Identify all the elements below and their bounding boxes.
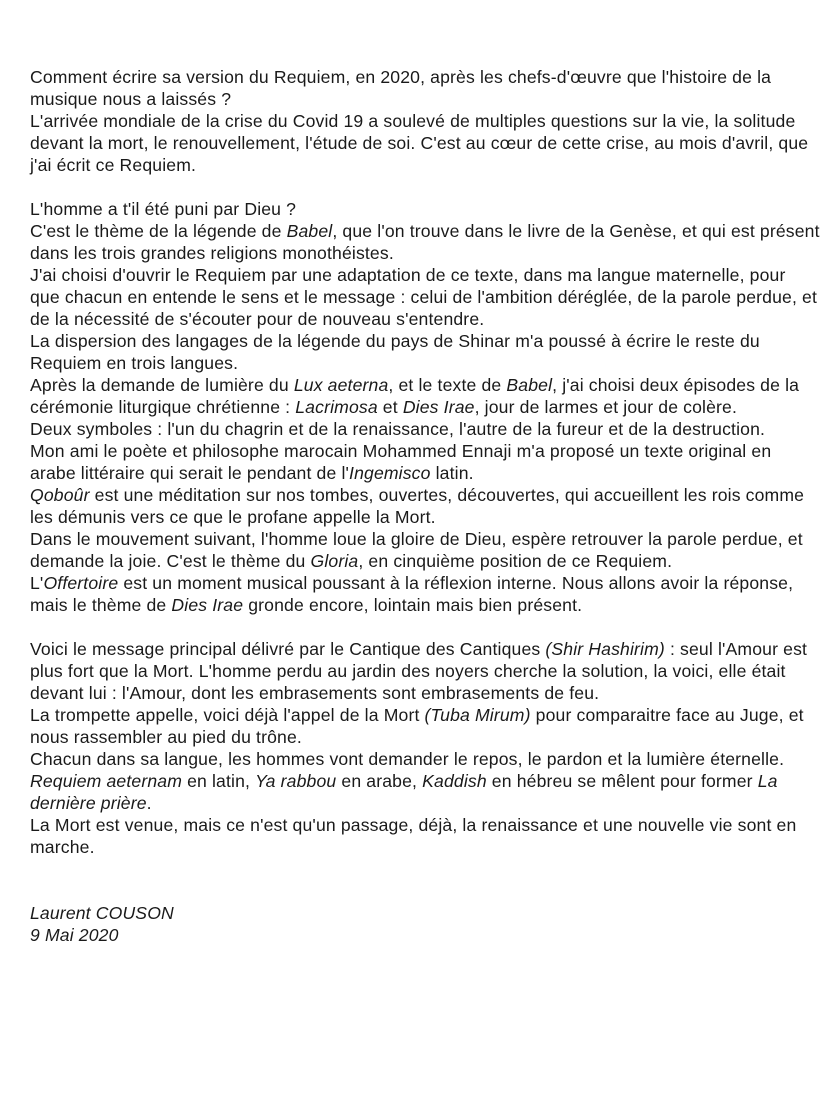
text-run: , que l'on trouve dans le livre de la Genèse, et qui est présent dans les trois grandes religions monothéistes.: [30, 221, 820, 263]
paragraph-gloria: [30, 528, 820, 572]
italic-title-dies-irae: Dies Irae: [171, 595, 244, 615]
text-run: latin.: [430, 463, 474, 483]
text-run: : seul l'Amour est plus fort que la Mort. L'homme perdu au jardin des noyers cherche la solution, la voici, elle était devant lui : l'Amour, dont les embrasements sont embrasements de feu.: [30, 639, 808, 703]
italic-title-kaddish: Kaddish: [422, 771, 487, 791]
text-run: .: [146, 793, 152, 813]
text-run: , en cinquième position de ce Requiem.: [358, 551, 673, 571]
letter-body: [30, 66, 820, 946]
paragraph-last-prayer: [30, 770, 820, 814]
paragraph-three-languages: La dispersion des langages de la légende du pays de Shinar m'a poussé à écrire le reste du Requiem en trois langues.: [30, 331, 760, 373]
italic-title-derniere-priere: La dernière prière: [30, 771, 778, 813]
paragraph-repose-pardon: Chacun dans sa langue, les hommes vont demander le repos, le pardon et la lumière éternelle.: [30, 749, 785, 769]
text-run: Dans le mouvement suivant, l'homme loue la gloire de Dieu, espère retrouver la parole perdue, et demande la joie. C'est le thème du: [30, 529, 803, 571]
text-run: Voici le message principal délivré par le Cantique des Cantiques: [30, 639, 546, 659]
text-run: et: [377, 397, 403, 417]
signature-spacer: [30, 858, 820, 902]
italic-title-gloria: Gloria: [310, 551, 359, 571]
text-run: en arabe,: [336, 771, 423, 791]
signature-date: 9 Mai 2020: [30, 925, 119, 945]
text-run: , jour de larmes et jour de colère.: [474, 397, 738, 417]
paragraph-qoboour: [30, 484, 820, 528]
italic-title-dies-irae: Dies Irae: [402, 397, 475, 417]
paragraph-babel-theme: [30, 220, 820, 264]
italic-title-babel: Babel: [506, 375, 553, 395]
paragraph-liturgy-episodes: [30, 374, 820, 418]
paragraph-punishment-question: L'homme a t'il été puni par Dieu ?: [30, 199, 297, 219]
paragraph-shir-hashirim: [30, 638, 820, 704]
text-run: en hébreu se mêlent pour former: [486, 771, 758, 791]
italic-title-tuba-mirum: (Tuba Mirum): [424, 705, 531, 725]
italic-title-lux-aeterna: Lux aeterna: [293, 375, 389, 395]
paragraph-intro-question: Comment écrire sa version du Requiem, en 2020, après les chefs-d'œuvre que l'histoire de la musique nous a laissés ?: [30, 67, 772, 109]
paragraph-offertoire: [30, 572, 820, 616]
italic-title-requiem-aeternam: Requiem aeternam: [30, 771, 183, 791]
italic-title-babel: Babel: [286, 221, 333, 241]
paragraph-spacer: [30, 176, 820, 198]
italic-title-ingemisco: Ingemisco: [349, 463, 431, 483]
paragraph-tuba-mirum: [30, 704, 820, 748]
text-run: L': [30, 573, 44, 593]
text-run: La trompette appelle, voici déjà l'appel de la Mort: [30, 705, 425, 725]
italic-title-qoboour: Qoboûr: [30, 485, 90, 505]
text-run: , et le texte de: [388, 375, 507, 395]
text-run: C'est le thème de la légende de: [30, 221, 287, 241]
text-run: est un moment musical poussant à la réflexion interne. Nous allons avoir la réponse, mais le thème de: [30, 573, 794, 615]
paragraph-renaissance: La Mort est venue, mais ce n'est qu'un passage, déjà, la renaissance et une nouvelle vie sont en marche.: [30, 815, 797, 857]
text-run: en latin,: [182, 771, 256, 791]
text-run: Après la demande de lumière du: [30, 375, 294, 395]
italic-title-shir-hashirim: (Shir Hashirim): [545, 639, 665, 659]
text-run: pour comparaitre face au Juge, et nous rassembler au pied du trône.: [30, 705, 804, 747]
text-run: gronde encore, lointain mais bien présent.: [243, 595, 583, 615]
italic-title-lacrimosa: Lacrimosa: [295, 397, 378, 417]
signature-name: Laurent COUSON: [30, 903, 174, 923]
paragraph-covid-context: L'arrivée mondiale de la crise du Covid 19 a soulevé de multiples questions sur la vie, la solitude devant la mort, le renouvellement, l'étude de soi. C'est au cœur de cette crise, au mois d'avril, que j'ai écrit ce Requiem.: [30, 111, 809, 175]
paragraph-arabic-text: [30, 440, 820, 484]
paragraph-mother-tongue: J'ai choisi d'ouvrir le Requiem par une adaptation de ce texte, dans ma langue maternelle, pour que chacun en entende le sens et le message : celui de l'ambition déréglée, de la parole perdue, et de la nécessité de s'écouter pour de nouveau s'entendre.: [30, 265, 817, 329]
text-run: est une méditation sur nos tombes, ouvertes, découvertes, qui accueillent les rois comme les démunis vers ce que le profane appelle la Mort.: [30, 485, 805, 527]
text-run: Mon ami le poète et philosophe marocain Mohammed Ennaji m'a proposé un texte original en arabe littéraire qui serait le pendant de l': [30, 441, 772, 483]
italic-title-offertoire: Offertoire: [43, 573, 119, 593]
paragraph-two-symbols: Deux symboles : l'un du chagrin et de la renaissance, l'autre de la fureur et de la destruction.: [30, 419, 766, 439]
text-run: , j'ai choisi deux épisodes de la cérémonie liturgique chrétienne :: [30, 375, 800, 417]
italic-title-ya-rabbou: Ya rabbou: [255, 771, 337, 791]
paragraph-spacer: [30, 616, 820, 638]
